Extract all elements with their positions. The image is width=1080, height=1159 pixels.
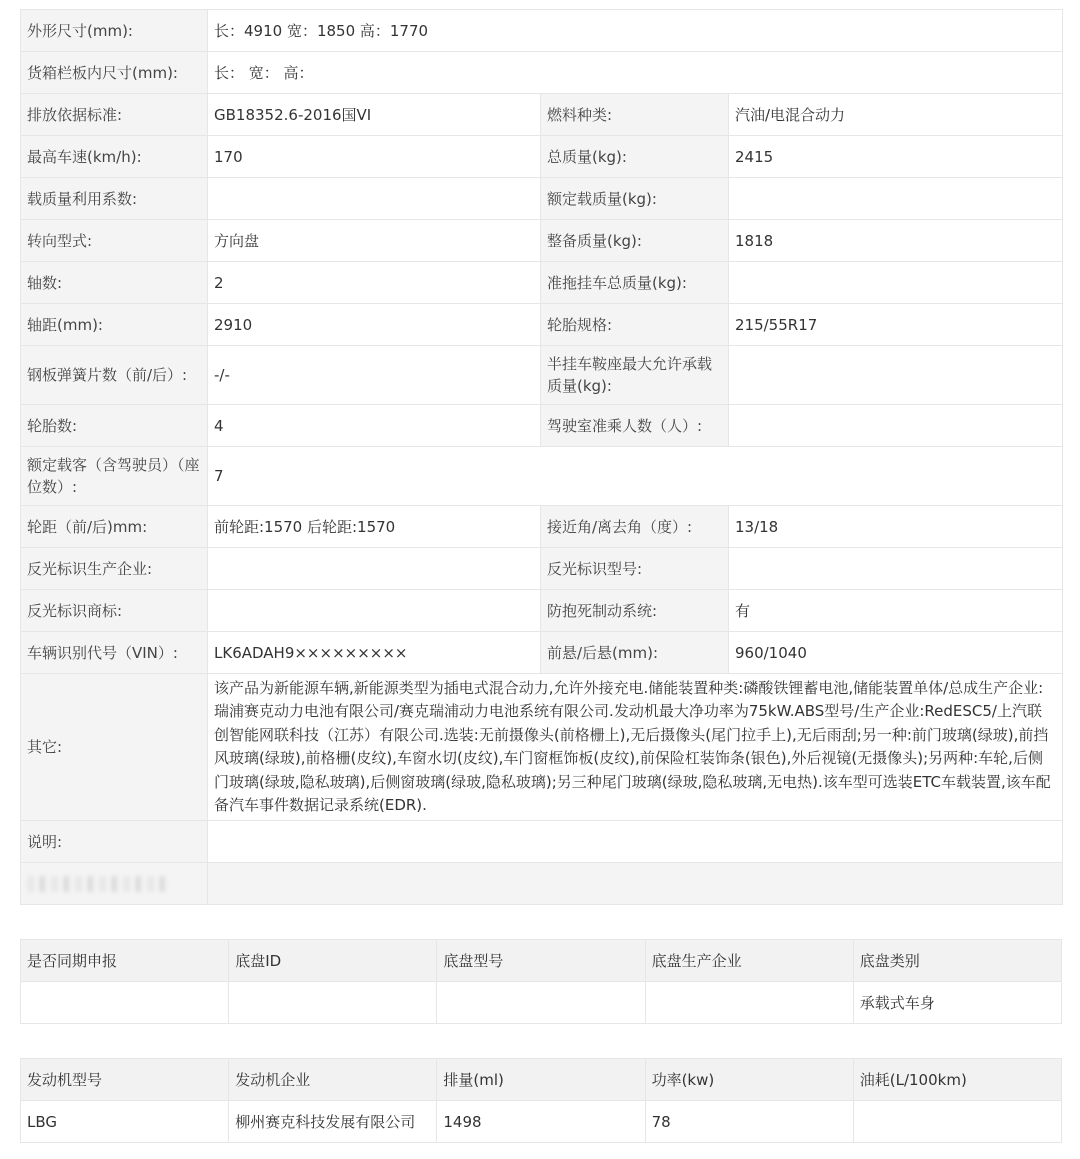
label-reflector-maker: 反光标识生产企业: xyxy=(21,548,208,590)
engine-header-row xyxy=(21,1059,1062,1101)
value-approach-departure: 13/18 xyxy=(729,506,1063,548)
blurred-label xyxy=(21,863,208,905)
spec-row xyxy=(21,632,1063,674)
label-axles: 轴数: xyxy=(21,262,208,304)
label-cab-occupants: 驾驶室准乘人数（人）: xyxy=(541,405,729,447)
label-fuel-type: 燃料种类: xyxy=(541,94,729,136)
label-notes: 说明: xyxy=(21,821,208,863)
value-curb-mass: 1818 xyxy=(729,220,1063,262)
label-load-factor: 载质量利用系数: xyxy=(21,178,208,220)
label-curb-mass: 整备质量(kg): xyxy=(541,220,729,262)
value-emission-standard: GB18352.6-2016国VI xyxy=(208,94,541,136)
spec-row xyxy=(21,548,1063,590)
label-reflector-brand: 反光标识商标: xyxy=(21,590,208,632)
engine-cell-fuel-consumption xyxy=(853,1101,1061,1143)
label-other: 其它: xyxy=(21,674,208,821)
vehicle-spec-table xyxy=(20,9,1063,905)
engine-header-maker: 发动机企业 xyxy=(229,1059,437,1101)
spec-row-dimensions xyxy=(21,10,1063,52)
value-rated-load xyxy=(729,178,1063,220)
value-other: 该产品为新能源车辆,新能源类型为插电式混合动力,允许外接充电.储能装置种类:磷酸铁锂蓄电池,储能装置单体/总成生产企业:瑞浦赛克动力电池有限公司/赛克瑞浦动力电池系统有限公司.发动机最大净功率为75kW.ABS型号/生产企业:RedESC5/上汽联创智能网联科技（江苏）有限公司.选装:无前摄像头(前格栅上),无后摄像头(尾门拉手上),无后雨刮;另一种:前门玻璃(绿玻),前挡风玻璃(绿玻),前格栅(皮纹),车窗水切(皮纹),车门窗框饰板(皮纹),前保险杠装饰条(银色),外后视镜(无摄像头);另两种:车轮,后侧门玻璃(绿玻,隐私玻璃),后侧窗玻璃(绿玻,隐私玻璃);另三种尾门玻璃(绿玻,隐私玻璃,无电热).该车型可选装ETC车载装置,该车配备汽车事件数据记录系统(EDR). xyxy=(208,674,1063,821)
value-reflector-model xyxy=(729,548,1063,590)
value-load-factor xyxy=(208,178,541,220)
label-leaf-springs: 钢板弹簧片数（前/后）: xyxy=(21,346,208,405)
chassis-header-same-period: 是否同期申报 xyxy=(21,940,229,982)
value-leaf-springs: -/- xyxy=(208,346,541,405)
label-track-width: 轮距（前/后)mm: xyxy=(21,506,208,548)
value-cargo-box: 长： 宽： 高： xyxy=(208,52,1063,94)
value-steering: 方向盘 xyxy=(208,220,541,262)
spec-row xyxy=(21,220,1063,262)
value-rated-passengers: 7 xyxy=(208,447,1063,506)
spec-row xyxy=(21,304,1063,346)
spec-row-cargo-box xyxy=(21,52,1063,94)
label-dimensions: 外形尺寸(mm): xyxy=(21,10,208,52)
value-cab-occupants xyxy=(729,405,1063,447)
value-track-width: 前轮距:1570 后轮距:1570 xyxy=(208,506,541,548)
spec-row-notes xyxy=(21,821,1063,863)
label-rated-passengers: 额定载客（含驾驶员）（座位数）: xyxy=(21,447,208,506)
engine-header-model: 发动机型号 xyxy=(21,1059,229,1101)
engine-data-row xyxy=(21,1101,1062,1143)
chassis-header-id: 底盘ID xyxy=(229,940,437,982)
value-reflector-brand xyxy=(208,590,541,632)
value-notes xyxy=(208,821,1063,863)
label-steering: 转向型式: xyxy=(21,220,208,262)
label-saddle-load: 半挂车鞍座最大允许承载质量(kg): xyxy=(541,346,729,405)
label-max-speed: 最高车速(km/h): xyxy=(21,136,208,178)
label-approach-departure: 接近角/离去角（度）: xyxy=(541,506,729,548)
engine-cell-model: LBG xyxy=(21,1101,229,1143)
chassis-header-model: 底盘型号 xyxy=(437,940,645,982)
value-wheelbase: 2910 xyxy=(208,304,541,346)
value-gross-mass: 2415 xyxy=(729,136,1063,178)
chassis-header-maker: 底盘生产企业 xyxy=(645,940,853,982)
spec-row xyxy=(21,447,1063,506)
engine-table xyxy=(20,1058,1062,1143)
value-vin: LK6ADAH9××××××××× xyxy=(208,632,541,674)
spec-row-blurred xyxy=(21,863,1063,905)
value-abs: 有 xyxy=(729,590,1063,632)
engine-header-fuel-consumption: 油耗(L/100km) xyxy=(853,1059,1061,1101)
value-fuel-type: 汽油/电混合动力 xyxy=(729,94,1063,136)
spec-row xyxy=(21,405,1063,447)
label-tire-count: 轮胎数: xyxy=(21,405,208,447)
value-overhang: 960/1040 xyxy=(729,632,1063,674)
blurred-value xyxy=(208,863,1063,905)
label-vin: 车辆识别代号（VIN）: xyxy=(21,632,208,674)
engine-header-power: 功率(kw) xyxy=(645,1059,853,1101)
label-emission-standard: 排放依据标准: xyxy=(21,94,208,136)
value-dimensions: 长：4910 宽：1850 高：1770 xyxy=(208,10,1063,52)
spec-row xyxy=(21,136,1063,178)
blurred-text xyxy=(27,876,167,892)
chassis-cell-maker xyxy=(645,982,853,1024)
spec-row xyxy=(21,590,1063,632)
value-reflector-maker xyxy=(208,548,541,590)
label-cargo-box: 货箱栏板内尺寸(mm): xyxy=(21,52,208,94)
chassis-cell-type: 承载式车身 xyxy=(853,982,1061,1024)
spec-row xyxy=(21,506,1063,548)
value-axles: 2 xyxy=(208,262,541,304)
vehicle-spec-page xyxy=(20,9,1062,1143)
spec-row xyxy=(21,94,1063,136)
spec-row xyxy=(21,178,1063,220)
chassis-data-row xyxy=(21,982,1062,1024)
spec-row-other xyxy=(21,674,1063,821)
engine-cell-maker: 柳州赛克科技发展有限公司 xyxy=(229,1101,437,1143)
chassis-header-row xyxy=(21,940,1062,982)
engine-cell-power: 78 xyxy=(645,1101,853,1143)
label-gross-mass: 总质量(kg): xyxy=(541,136,729,178)
label-abs: 防抱死制动系统: xyxy=(541,590,729,632)
chassis-cell-id xyxy=(229,982,437,1024)
chassis-cell-model xyxy=(437,982,645,1024)
engine-header-displacement: 排量(ml) xyxy=(437,1059,645,1101)
label-wheelbase: 轴距(mm): xyxy=(21,304,208,346)
value-trailer-mass xyxy=(729,262,1063,304)
chassis-cell-same-period xyxy=(21,982,229,1024)
value-tire-spec: 215/55R17 xyxy=(729,304,1063,346)
label-overhang: 前悬/后悬(mm): xyxy=(541,632,729,674)
label-trailer-mass: 准拖挂车总质量(kg): xyxy=(541,262,729,304)
value-saddle-load xyxy=(729,346,1063,405)
spec-row xyxy=(21,262,1063,304)
label-reflector-model: 反光标识型号: xyxy=(541,548,729,590)
engine-cell-displacement: 1498 xyxy=(437,1101,645,1143)
chassis-header-type: 底盘类别 xyxy=(853,940,1061,982)
label-tire-spec: 轮胎规格: xyxy=(541,304,729,346)
spec-row xyxy=(21,346,1063,405)
value-tire-count: 4 xyxy=(208,405,541,447)
value-max-speed: 170 xyxy=(208,136,541,178)
chassis-table xyxy=(20,939,1062,1024)
label-rated-load: 额定载质量(kg): xyxy=(541,178,729,220)
